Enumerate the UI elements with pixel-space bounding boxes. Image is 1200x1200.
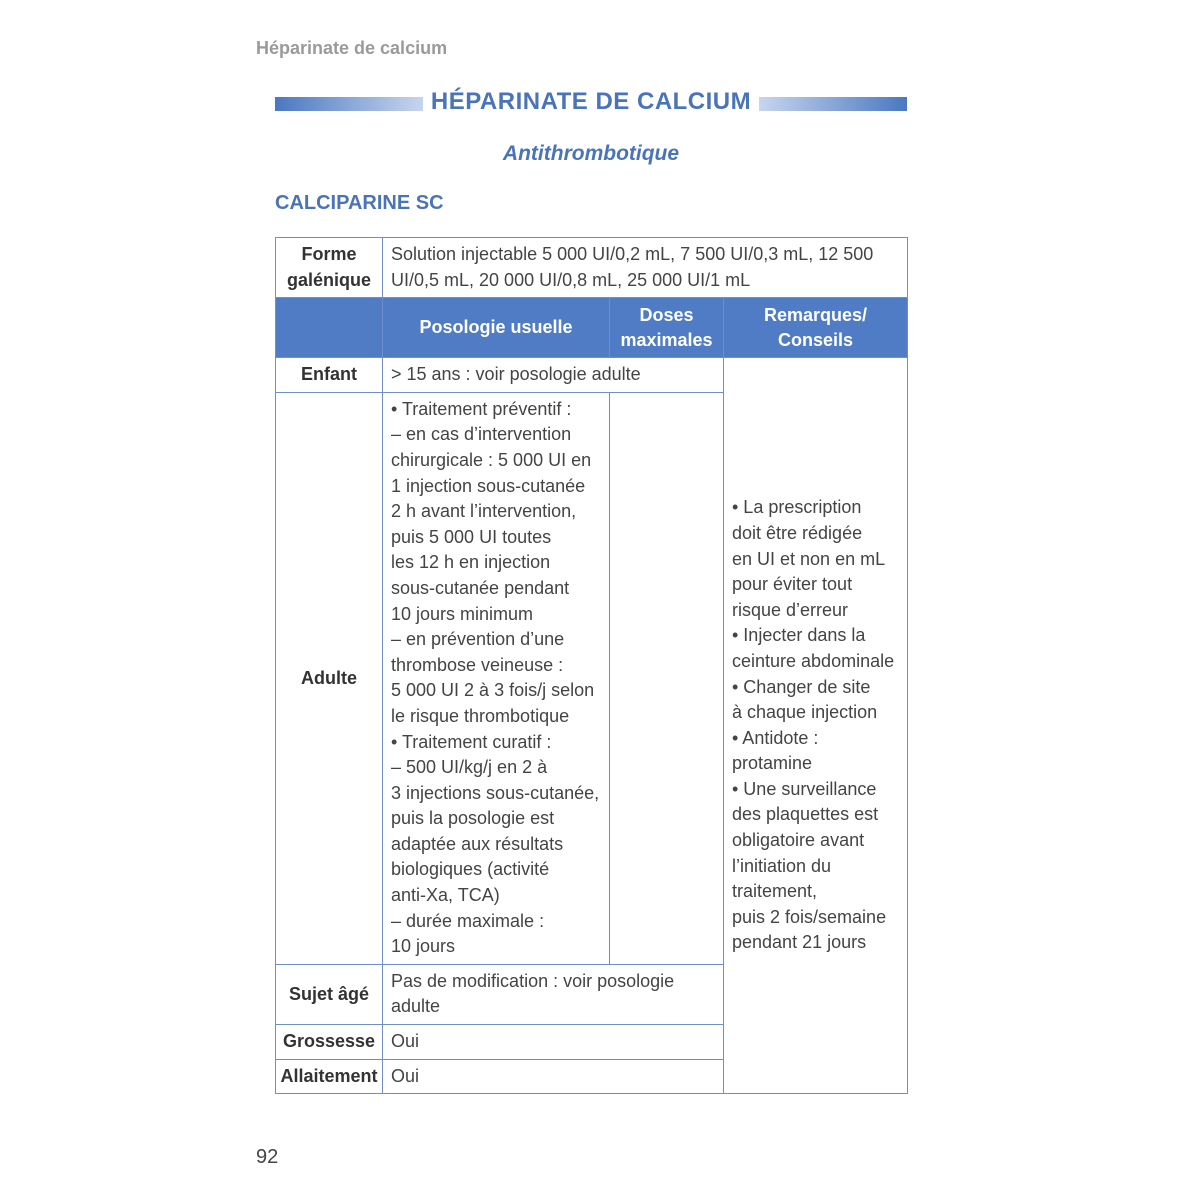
running-head: Héparinate de calcium bbox=[256, 38, 448, 58]
enfant-label: Enfant bbox=[276, 358, 383, 393]
header-blank-cell bbox=[276, 298, 383, 358]
remark-line: • Changer de site bbox=[732, 676, 871, 697]
adulte-posologie-list bbox=[391, 397, 601, 960]
drug-class-subtitle: Antithrombotique bbox=[502, 142, 680, 165]
posologie-line: – durée maximale : bbox=[391, 910, 545, 931]
forme-value: Solution injectable 5 000 UI/0,2 mL, 7 500 UI/0,3 mL, 12 500 UI/0,5 mL, 20 000 UI/0,8 mL, 25 000 UI/1 mL bbox=[383, 238, 908, 298]
title-bar-right bbox=[759, 97, 907, 111]
header-posologie: Posologie usuelle bbox=[383, 298, 610, 358]
posologie-line: sous-cutanée pendant bbox=[391, 577, 570, 598]
remark-line: ceinture abdominale bbox=[732, 650, 895, 671]
forme-label: Forme galénique bbox=[276, 238, 383, 298]
sujet-age-value: Pas de modification : voir posologie adulte bbox=[383, 964, 724, 1024]
remark-line: • La prescription bbox=[732, 497, 862, 518]
remark-line: puis 2 fois/semaine bbox=[732, 906, 887, 927]
posologie-line: • Traitement préventif : bbox=[391, 398, 572, 419]
forme-row bbox=[276, 238, 908, 298]
remark-line: en UI et non en mL bbox=[732, 548, 886, 569]
allaitement-label: Allaitement bbox=[276, 1059, 383, 1094]
adulte-label: Adulte bbox=[276, 392, 383, 964]
remark-line: l’initiation du bbox=[732, 855, 832, 876]
posologie-line: biologiques (activité bbox=[391, 859, 550, 880]
drug-info-table bbox=[275, 237, 908, 1094]
remark-line: • Une surveillance bbox=[732, 778, 877, 799]
page-title: HÉPARINATE DE CALCIUM bbox=[430, 88, 752, 115]
remark-line: obligatoire avant bbox=[732, 830, 865, 851]
enfant-row bbox=[276, 358, 908, 393]
posologie-line: • Traitement curatif : bbox=[391, 731, 552, 752]
posologie-line: 5 000 UI 2 à 3 fois/j selon bbox=[391, 680, 595, 701]
remarks-cell bbox=[724, 358, 908, 1094]
header-doses: Doses maximales bbox=[610, 298, 724, 358]
remark-line: • Antidote : bbox=[732, 727, 819, 748]
adulte-doses bbox=[610, 392, 724, 964]
posologie-line: chirurgicale : 5 000 UI en bbox=[391, 449, 592, 470]
grossesse-value: Oui bbox=[383, 1025, 724, 1060]
posologie-line: 3 injections sous-cutanée, bbox=[391, 782, 600, 803]
remark-line: risque d’erreur bbox=[732, 599, 849, 620]
posologie-line: puis 5 000 UI toutes bbox=[391, 526, 552, 547]
allaitement-value: Oui bbox=[383, 1059, 724, 1094]
product-name: CALCIPARINE SC bbox=[275, 192, 444, 214]
posologie-line: 2 h avant l’intervention, bbox=[391, 501, 577, 522]
title-row bbox=[275, 88, 907, 122]
posologie-line: 10 jours minimum bbox=[391, 603, 534, 624]
header-row bbox=[276, 298, 908, 358]
remark-line: protamine bbox=[732, 753, 813, 774]
posologie-line: 1 injection sous-cutanée bbox=[391, 475, 586, 496]
posologie-line: les 12 h en injection bbox=[391, 552, 551, 573]
grossesse-label: Grossesse bbox=[276, 1025, 383, 1060]
header-remarques: Remarques/ Conseils bbox=[724, 298, 908, 358]
remarks-list bbox=[732, 495, 899, 956]
remark-line: • Injecter dans la bbox=[732, 625, 866, 646]
posologie-line: – en cas d’intervention bbox=[391, 424, 572, 445]
remark-line: des plaquettes est bbox=[732, 804, 879, 825]
posologie-line: – 500 UI/kg/j en 2 à bbox=[391, 757, 548, 778]
adulte-posologie bbox=[383, 392, 610, 964]
remark-line: pour éviter tout bbox=[732, 574, 853, 595]
remark-line: à chaque injection bbox=[732, 702, 878, 723]
posologie-line: thrombose veineuse : bbox=[391, 654, 564, 675]
remark-line: pendant 21 jours bbox=[732, 932, 867, 953]
posologie-line: – en prévention d’une bbox=[391, 629, 565, 650]
posologie-line: le risque thrombotique bbox=[391, 705, 570, 726]
remark-line: doit être rédigée bbox=[732, 522, 863, 543]
posologie-line: 10 jours bbox=[391, 936, 456, 957]
enfant-value: > 15 ans : voir posologie adulte bbox=[383, 358, 724, 393]
remark-line: traitement, bbox=[732, 881, 818, 902]
page-number: 92 bbox=[256, 1146, 279, 1168]
title-bar-left bbox=[275, 97, 423, 111]
posologie-line: puis la posologie est bbox=[391, 808, 555, 829]
posologie-line: adaptée aux résultats bbox=[391, 833, 564, 854]
posologie-line: anti-Xa, TCA) bbox=[391, 885, 500, 906]
sujet-age-label: Sujet âgé bbox=[276, 964, 383, 1024]
